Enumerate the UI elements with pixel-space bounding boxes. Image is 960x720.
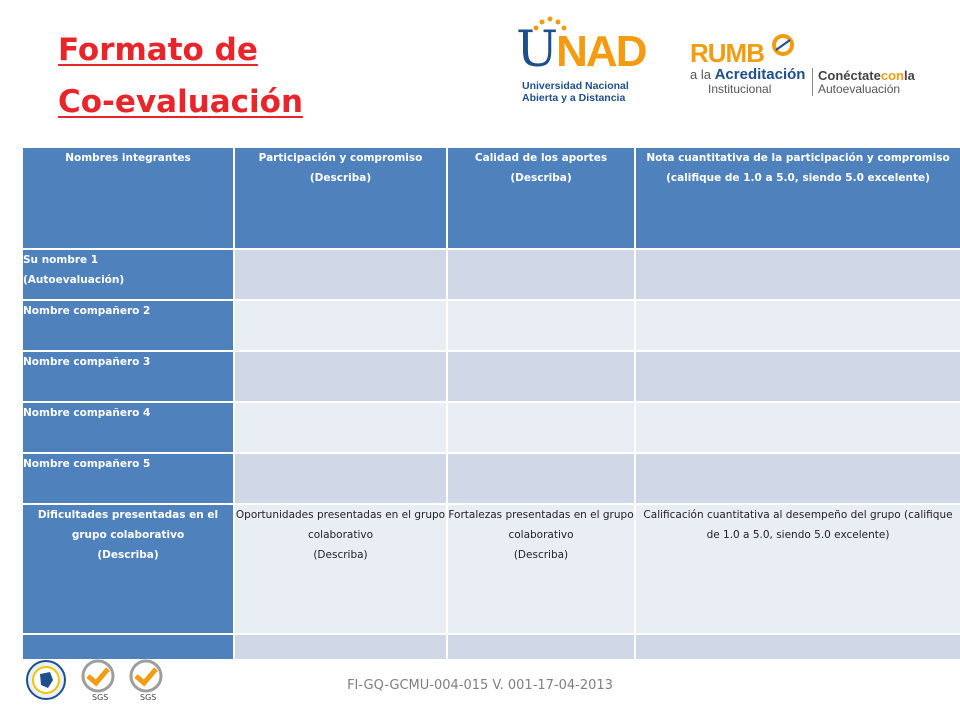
table-row xyxy=(22,634,960,660)
quality-cell[interactable] xyxy=(447,453,635,504)
row-label: Su nombre 1 (Autoevaluación) xyxy=(22,249,234,300)
difficulties-label[interactable]: Dificultades presentadas en el grupo colaborativo (Describa) xyxy=(22,504,234,634)
blank-cell[interactable] xyxy=(447,634,635,660)
svg-text:SGS: SGS xyxy=(140,693,157,702)
title-line-1: Formato de xyxy=(58,32,258,68)
table-row xyxy=(22,453,960,504)
rumbo-logo xyxy=(690,38,930,98)
unad-subtitle: Universidad Nacional Abierta y a Distancia xyxy=(522,80,629,104)
unad-wordmark: UNAD xyxy=(516,20,646,78)
grade-cell[interactable] xyxy=(635,300,960,351)
header-participation: Participación y compromiso (Describa) xyxy=(234,147,447,249)
row-label: Nombre compañero 3 xyxy=(22,351,234,402)
header-quality: Calidad de los aportes (Describa) xyxy=(447,147,635,249)
quality-cell[interactable] xyxy=(447,300,635,351)
svg-text:SGS: SGS xyxy=(92,693,109,702)
participation-cell[interactable] xyxy=(234,453,447,504)
logo-divider xyxy=(812,68,813,96)
strengths-label[interactable]: Fortalezas presentadas en el grupo colaborativo (Describa) xyxy=(447,504,635,634)
participation-cell[interactable] xyxy=(234,402,447,453)
table-row xyxy=(22,402,960,453)
document-code: FI-GQ-GCMU-004-015 V. 001-17-04-2013 xyxy=(347,678,613,693)
participation-cell[interactable] xyxy=(234,249,447,300)
blank-cell[interactable] xyxy=(234,634,447,660)
page-title xyxy=(58,24,303,128)
rumbo-right-line-1: Conéctateconla xyxy=(818,68,915,83)
quality-cell[interactable] xyxy=(447,402,635,453)
row-label: Nombre compañero 4 xyxy=(22,402,234,453)
header-names: Nombres integrantes xyxy=(22,147,234,249)
row-label: Nombre compañero 2 xyxy=(22,300,234,351)
table-row xyxy=(22,351,960,402)
unad-logo xyxy=(516,16,646,108)
table-row xyxy=(22,300,960,351)
opportunities-label[interactable]: Oportunidades presentadas en el grupo colaborativo (Describa) xyxy=(234,504,447,634)
grade-cell[interactable] xyxy=(635,453,960,504)
title-line-2: Co-evaluación xyxy=(58,84,304,120)
group-grade-label[interactable]: Calificación cuantitativa al desempeño del grupo (califique de 1.0 a 5.0, siendo 5.0 excelente) xyxy=(635,504,960,634)
blank-cell[interactable] xyxy=(635,634,960,660)
table-row xyxy=(22,249,960,300)
quality-cell[interactable] xyxy=(447,249,635,300)
blank-cell[interactable] xyxy=(22,634,234,660)
grade-cell[interactable] xyxy=(635,351,960,402)
coevaluation-table xyxy=(21,146,960,661)
participation-cell[interactable] xyxy=(234,300,447,351)
grade-cell[interactable] xyxy=(635,249,960,300)
rumbo-right-line-2: Autoevaluación xyxy=(818,82,901,96)
quality-cell[interactable] xyxy=(447,351,635,402)
compass-icon xyxy=(772,34,794,56)
rumbo-line-2: Institucional xyxy=(708,82,772,96)
participation-cell[interactable] xyxy=(234,351,447,402)
row-label: Nombre compañero 5 xyxy=(22,453,234,504)
rumbo-line-1: a la Acreditación xyxy=(690,66,806,83)
header-grade: Nota cuantitativa de la participación y compromiso (califique de 1.0 a 5.0, siendo 5.0 excelente) xyxy=(635,147,960,249)
header-row xyxy=(22,147,960,249)
rumbo-wordmark: RUMB xyxy=(690,38,764,68)
group-row xyxy=(22,504,960,634)
grade-cell[interactable] xyxy=(635,402,960,453)
